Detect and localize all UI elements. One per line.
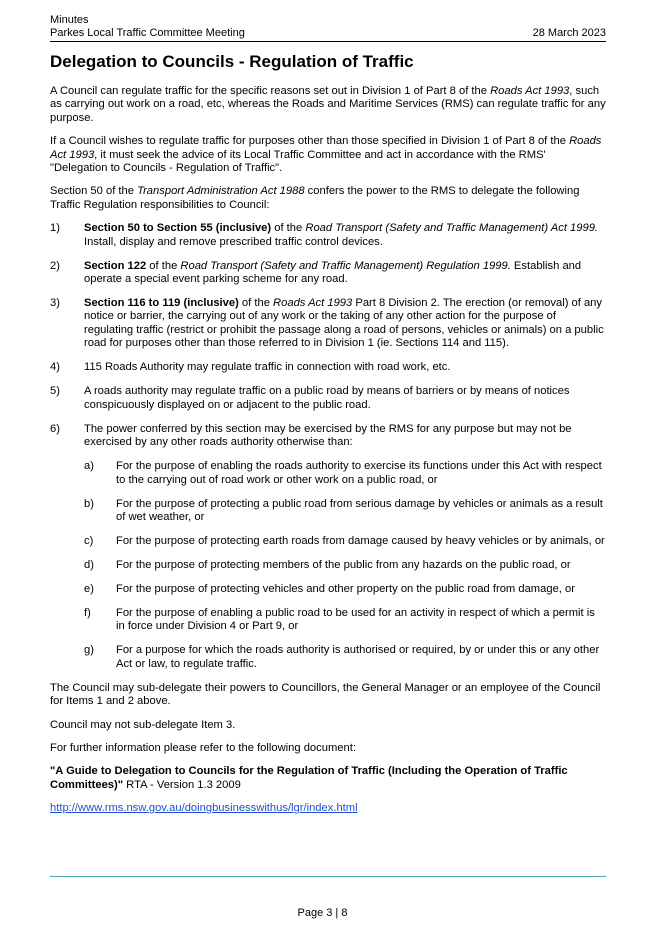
sub-item-text: For the purpose of protecting a public road from serious damage by vehicles or animals as a result of wet weather, or bbox=[116, 497, 603, 523]
footer-divider bbox=[50, 876, 606, 877]
guide-link[interactable]: http://www.rms.nsw.gov.au/doingbusinesswithus/lgr/index.html bbox=[50, 802, 358, 815]
guide-version: RTA - Version 1.3 2009 bbox=[123, 778, 241, 791]
page-header bbox=[50, 14, 606, 40]
act-title: Transport Administration Act 1988 bbox=[137, 185, 305, 198]
text-run: If a Council wishes to regulate traffic for purposes other than those specified in Division 1 of Part 8 of the bbox=[50, 135, 570, 148]
sub-item-c bbox=[84, 535, 606, 548]
closing-paragraph-2: Council may not sub-delegate Item 3. bbox=[50, 718, 236, 731]
sub-item-letter: g) bbox=[84, 644, 94, 657]
numbered-item-6 bbox=[50, 423, 606, 450]
item-number: 5) bbox=[50, 385, 60, 398]
text-run: Section 50 of the bbox=[50, 185, 138, 198]
text-run: Part 8 Division 2. The erection (or removal) of any notice or barrier, the carrying out of any work or the taking of any other action for the purpose of regulating traffic (restrict or prohibit the passage along a road of persons, vehicles or animals) on a public road for purposes other than those referred to in Division 1 (ie. Sections 114 and 115). bbox=[84, 297, 604, 350]
page-number: Page 3 | 8 bbox=[297, 907, 348, 919]
item-text: 115 Roads Authority may regulate traffic in connection with road work, etc. bbox=[84, 361, 451, 374]
sub-item-b bbox=[84, 498, 606, 525]
header-doc-type: Minutes bbox=[50, 14, 89, 26]
act-title: Road Transport (Safety and Traffic Management) Regulation 1999. bbox=[180, 259, 511, 272]
sub-item-text: For the purpose of protecting members of the public from any hazards on the public road, or bbox=[116, 558, 571, 571]
text-run: of the bbox=[146, 259, 181, 272]
text-run: , such as carrying out work on a road, etc, whereas the Roads and Maritime Services (RMS) can regulate traffic for any purpose. bbox=[50, 85, 606, 124]
text-run: , it must seek the advice of its Local Traffic Committee and act in accordance with the RMS' "Delegation to Councils - Regulation of Traffic". bbox=[50, 148, 546, 175]
sub-item-f bbox=[84, 607, 606, 634]
act-title: Road Transport (Safety and Traffic Management) Act 1999. bbox=[305, 222, 599, 235]
numbered-item-5 bbox=[50, 385, 606, 412]
intro-paragraph-1 bbox=[50, 85, 606, 125]
header-divider bbox=[50, 41, 606, 42]
sub-item-g bbox=[84, 644, 606, 671]
sub-item-letter: f) bbox=[84, 606, 91, 619]
sub-item-e bbox=[84, 583, 606, 596]
item-text: A roads authority may regulate traffic on a public road by means of barriers or by means of notices conspicuously displayed on or adjacent to the public road. bbox=[84, 385, 570, 411]
header-date: 28 March 2023 bbox=[532, 27, 606, 39]
sub-item-text: For the purpose of protecting vehicles and other property on the public road from damage, or bbox=[116, 582, 575, 595]
item-text bbox=[84, 297, 606, 351]
intro-paragraph-2 bbox=[50, 135, 606, 175]
header-meeting-name: Parkes Local Traffic Committee Meeting bbox=[50, 27, 245, 39]
sub-item-letter: e) bbox=[84, 582, 94, 595]
sub-item-text: For the purpose of protecting earth roads from damage caused by heavy vehicles or by animals, or bbox=[116, 534, 605, 547]
sub-item-letter: b) bbox=[84, 497, 94, 510]
text-run: of the bbox=[238, 297, 274, 310]
text-run: of the bbox=[271, 222, 306, 235]
guide-reference bbox=[50, 765, 606, 792]
sub-item-d bbox=[84, 559, 606, 572]
sub-item-text: For a purpose for which the roads authority is authorised or required, by or under this or any other Act or law, to regulate traffic. bbox=[116, 644, 600, 670]
sub-item-a bbox=[84, 460, 606, 487]
numbered-item-1 bbox=[50, 222, 606, 249]
text-run: Install, display and remove prescribed traffic control devices. bbox=[84, 235, 383, 248]
act-title: Roads Act 1993 bbox=[50, 135, 602, 161]
sub-item-text: For the purpose of enabling the roads authority to exercise its functions under this Act with respect to the carrying out of road work or other work on a public road, or bbox=[116, 460, 602, 486]
numbered-item-3 bbox=[50, 297, 606, 351]
item-number: 4) bbox=[50, 361, 60, 374]
numbered-item-2 bbox=[50, 260, 606, 287]
guide-title: "A Guide to Delegation to Councils for the Regulation of Traffic (Including the Operation of Traffic Committees)" bbox=[50, 765, 568, 791]
section-ref: Section 122 bbox=[84, 259, 147, 272]
act-title: Roads Act 1993 bbox=[273, 297, 353, 310]
item-text bbox=[84, 222, 606, 249]
item-number: 1) bbox=[50, 222, 60, 235]
intro-paragraph-3 bbox=[50, 185, 606, 212]
sub-item-text: For the purpose of enabling a public road to be used for an activity in respect of which a permit is in force under Division 4 or Part 9, or bbox=[116, 606, 595, 633]
text-run: confers the power to the RMS to delegate the following Traffic Regulation responsibilities to Council: bbox=[50, 185, 580, 211]
item-text: The power conferred by this section may be exercised by the RMS for any purpose but may not be exercised by any other roads authority otherwise than: bbox=[84, 422, 572, 449]
sub-item-letter: c) bbox=[84, 534, 94, 547]
item-text bbox=[84, 260, 606, 287]
sub-item-letter: a) bbox=[84, 460, 94, 473]
section-ref: Section 116 to 119 (inclusive) bbox=[84, 297, 239, 310]
page-title: Delegation to Councils - Regulation of Traffic bbox=[50, 52, 414, 71]
closing-paragraph-1: The Council may sub-delegate their powers to Councillors, the General Manager or an employee of the Council for Items 1 and 2 above. bbox=[50, 681, 601, 708]
numbered-item-4 bbox=[50, 361, 606, 374]
item-number: 3) bbox=[50, 297, 60, 310]
item-number: 6) bbox=[50, 422, 60, 435]
item-number: 2) bbox=[50, 259, 60, 272]
closing-paragraph-3: For further information please refer to the following document: bbox=[50, 741, 356, 754]
sub-item-letter: d) bbox=[84, 558, 94, 571]
text-run: A Council can regulate traffic for the specific reasons set out in Division 1 of Part 8 of the bbox=[50, 85, 491, 97]
act-title: Roads Act 1993 bbox=[490, 85, 570, 97]
document-body bbox=[50, 85, 606, 826]
section-ref: Section 50 to Section 55 (inclusive) bbox=[84, 222, 272, 235]
text-run: Establish and operate a special event parking scheme for any road. bbox=[84, 259, 582, 286]
link-paragraph bbox=[50, 802, 606, 815]
